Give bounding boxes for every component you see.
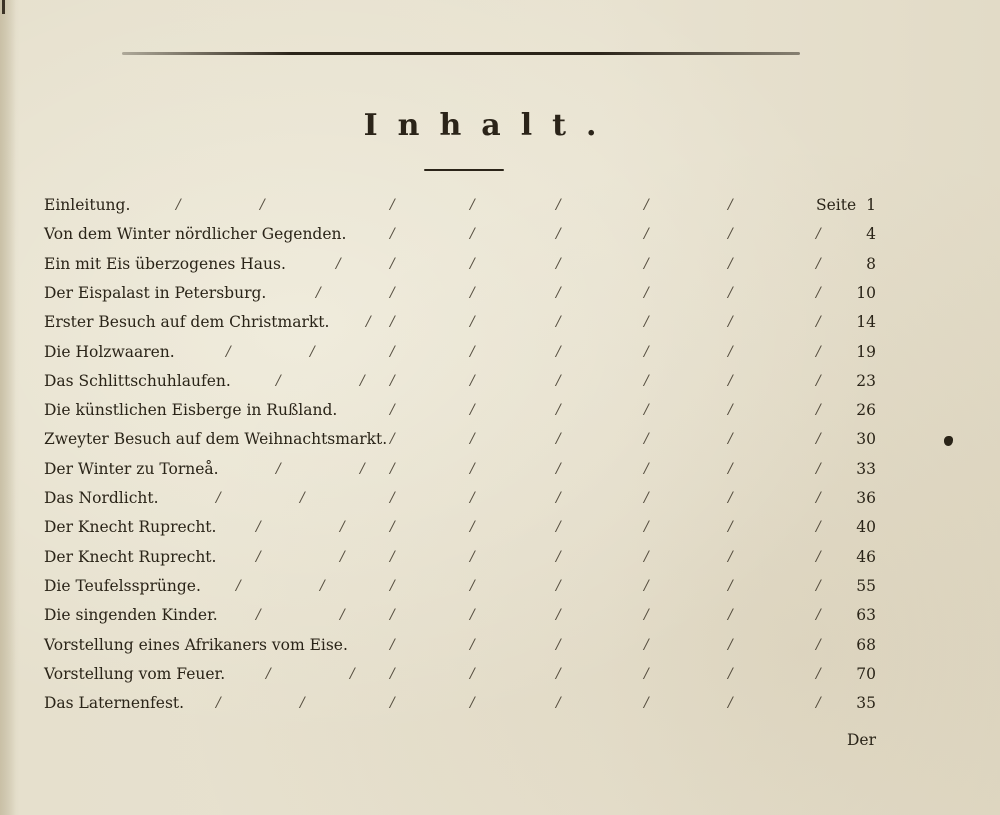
- toc-leader-mark: /: [556, 343, 561, 360]
- toc-leader-mark: /: [360, 372, 365, 389]
- toc-row: [0, 489, 1000, 518]
- toc-leader-mark: /: [470, 607, 475, 624]
- toc-entry-title: Der Knecht Ruprecht.: [44, 518, 217, 537]
- toc-leader-mark: /: [644, 343, 649, 360]
- toc-leader-mark: /: [216, 695, 221, 712]
- toc-leader-mark: /: [470, 577, 475, 594]
- toc-leader-mark: /: [816, 636, 821, 653]
- toc-page-number: 46: [856, 547, 876, 566]
- toc-leader-mark: /: [644, 402, 649, 419]
- toc-leader-mark: /: [816, 695, 821, 712]
- toc-leader-mark: /: [556, 372, 561, 389]
- toc-row: [0, 606, 1000, 635]
- toc-entry-title: Das Schlittschuhlaufen.: [44, 371, 231, 390]
- toc-leader-mark: /: [816, 548, 821, 565]
- toc-leader-mark: /: [556, 665, 561, 682]
- toc-entry-title: Der Eispalast in Petersburg.: [44, 283, 267, 302]
- toc-leader-mark: /: [644, 255, 649, 272]
- toc-row: [0, 548, 1000, 577]
- toc-page-number: 1: [866, 196, 876, 214]
- toc-leader-mark: /: [728, 343, 733, 360]
- toc-entry-title: Die Teufelssprünge.: [44, 576, 201, 595]
- toc-row: [0, 577, 1000, 606]
- toc-leader-mark: /: [556, 197, 561, 213]
- top-rule: [122, 52, 800, 55]
- toc-leader-mark: /: [470, 636, 475, 653]
- toc-leader-mark: /: [644, 197, 649, 213]
- toc-leader-mark: /: [276, 372, 281, 389]
- toc-leader-mark: /: [728, 460, 733, 477]
- toc-leader-mark: /: [644, 460, 649, 477]
- toc-leader-mark: /: [644, 372, 649, 389]
- toc-leader-mark: /: [728, 577, 733, 594]
- toc-leader-mark: /: [470, 255, 475, 272]
- toc-entry-title: Vorstellung eines Afrikaners vom Eise.: [44, 635, 348, 654]
- toc-leader-mark: /: [728, 519, 733, 536]
- toc-leader-mark: /: [390, 314, 395, 331]
- toc-leader-mark: /: [340, 519, 345, 536]
- toc-page-number: 26: [856, 401, 876, 420]
- toc-leader-mark: /: [556, 695, 561, 712]
- toc-page-number: 55: [856, 576, 876, 595]
- toc-page-number: 35: [856, 694, 876, 713]
- toc-leader-mark: /: [728, 636, 733, 653]
- toc-leader-mark: /: [390, 490, 395, 506]
- toc-leader-mark: /: [470, 519, 475, 536]
- toc-leader-mark: /: [644, 284, 649, 301]
- toc-leader-mark: /: [470, 548, 475, 565]
- toc-leader-mark: /: [256, 519, 261, 536]
- toc-entry-title: Der Winter zu Torneå.: [44, 459, 219, 478]
- toc-leader-mark: /: [300, 490, 305, 506]
- toc-leader-mark: /: [556, 255, 561, 272]
- toc-leader-mark: /: [470, 460, 475, 477]
- toc-leader-mark: /: [728, 695, 733, 712]
- toc-entry-title: Zweyter Besuch auf dem Weihnachtsmarkt.: [44, 430, 388, 449]
- toc-entry-title: Die singenden Kinder.: [44, 606, 218, 625]
- toc-entry-title: Vorstellung vom Feuer.: [44, 664, 226, 683]
- toc-leader-mark: /: [644, 607, 649, 624]
- toc-page-number: 4: [866, 225, 876, 244]
- toc-page-number: 23: [856, 371, 876, 390]
- toc-leader-mark: /: [644, 431, 649, 448]
- toc-page-number: 70: [856, 664, 876, 683]
- toc-row: [0, 401, 1000, 430]
- toc-leader-mark: /: [816, 372, 821, 389]
- toc-leader-mark: /: [256, 548, 261, 565]
- toc-leader-mark: /: [728, 548, 733, 565]
- spine-ink-mark: [2, 0, 5, 14]
- toc-row: [0, 430, 1000, 459]
- toc-row: [0, 225, 1000, 254]
- toc-leader-mark: /: [390, 519, 395, 536]
- toc-leader-mark: /: [816, 314, 821, 331]
- toc-page-number: 14: [856, 313, 876, 332]
- toc-leader-mark: /: [350, 665, 355, 682]
- toc-leader-mark: /: [470, 226, 475, 243]
- toc-entry-title: Erster Besuch auf dem Christmarkt.: [44, 313, 330, 332]
- toc-leader-mark: /: [816, 343, 821, 360]
- toc-leader-mark: /: [236, 577, 241, 594]
- toc-leader-mark: /: [390, 284, 395, 301]
- toc-leader-mark: /: [470, 197, 475, 213]
- toc-page-number: 36: [856, 489, 876, 507]
- toc-leader-mark: /: [644, 548, 649, 565]
- toc-leader-mark: /: [816, 226, 821, 243]
- toc-leader-mark: /: [644, 665, 649, 682]
- toc-leader-mark: /: [556, 402, 561, 419]
- toc-leader-mark: /: [816, 665, 821, 682]
- toc-leader-mark: /: [336, 255, 341, 272]
- toc-leader-mark: /: [728, 607, 733, 624]
- toc-leader-mark: /: [390, 636, 395, 653]
- toc-row: [0, 372, 1000, 401]
- toc-row: [0, 255, 1000, 284]
- toc-page-number: 10: [856, 283, 876, 302]
- toc-leader-mark: /: [390, 577, 395, 594]
- toc-leader-mark: /: [470, 490, 475, 506]
- toc-leader-mark: /: [470, 343, 475, 360]
- toc-leader-mark: /: [470, 431, 475, 448]
- toc-leader-mark: /: [316, 284, 321, 301]
- toc-leader-mark: /: [390, 402, 395, 419]
- toc-leader-mark: /: [470, 284, 475, 301]
- toc-leader-mark: /: [320, 577, 325, 594]
- toc-leader-mark: /: [728, 226, 733, 243]
- toc-leader-mark: /: [390, 460, 395, 477]
- toc-page-number: 19: [856, 342, 876, 361]
- toc-leader-mark: /: [816, 490, 821, 506]
- toc-leader-mark: /: [728, 490, 733, 506]
- toc-page-number: 33: [856, 459, 876, 478]
- toc-leader-mark: /: [276, 460, 281, 477]
- toc-entry-title: Einleitung.: [44, 196, 131, 214]
- catchword: Der: [846, 731, 876, 749]
- toc-leader-mark: /: [644, 695, 649, 712]
- title-rule: [424, 169, 504, 171]
- toc-leader-mark: /: [390, 431, 395, 448]
- toc-leader-mark: /: [728, 372, 733, 389]
- toc-leader-mark: /: [390, 372, 395, 389]
- toc-leader-mark: /: [470, 665, 475, 682]
- toc-page-number: 8: [866, 254, 876, 273]
- toc-leader-mark: /: [556, 636, 561, 653]
- toc-leader-mark: /: [644, 577, 649, 594]
- toc-leader-mark: /: [556, 284, 561, 301]
- toc-leader-mark: /: [176, 197, 181, 213]
- toc-page-number: 30: [856, 430, 876, 449]
- toc-row: [0, 665, 1000, 694]
- toc-entry-title: Die künstlichen Eisberge in Rußland.: [44, 401, 338, 420]
- toc-page-number: 40: [856, 518, 876, 537]
- toc-leader-mark: /: [390, 607, 395, 624]
- toc-leader-mark: /: [728, 431, 733, 448]
- page-title: Inhalt.: [363, 108, 617, 143]
- toc-leader-mark: /: [340, 607, 345, 624]
- toc-leader-mark: /: [644, 490, 649, 506]
- toc-entry-title: Das Nordlicht.: [44, 489, 159, 507]
- toc-leader-mark: /: [728, 665, 733, 682]
- toc-leader-mark: /: [390, 226, 395, 243]
- toc-entry-title: Von dem Winter nördlicher Gegenden.: [44, 225, 347, 244]
- toc-leader-mark: /: [556, 490, 561, 506]
- toc-leader-mark: /: [728, 314, 733, 331]
- toc-leader-mark: /: [556, 519, 561, 536]
- toc-leader-mark: /: [816, 284, 821, 301]
- toc-row: [0, 460, 1000, 489]
- toc-leader-mark: /: [390, 695, 395, 712]
- toc-leader-mark: /: [556, 314, 561, 331]
- toc-leader-mark: /: [256, 607, 261, 624]
- toc-leader-mark: /: [470, 314, 475, 331]
- toc-row: [0, 196, 1000, 225]
- toc-leader-mark: /: [310, 343, 315, 360]
- toc-leader-mark: /: [816, 607, 821, 624]
- toc-leader-mark: /: [470, 372, 475, 389]
- toc-row: [0, 636, 1000, 665]
- toc-leader-mark: /: [390, 255, 395, 272]
- toc-leader-mark: /: [644, 314, 649, 331]
- toc-leader-mark: /: [390, 548, 395, 565]
- toc-leader-mark: /: [728, 402, 733, 419]
- toc-leader-mark: /: [390, 343, 395, 360]
- toc-entry-title: Der Knecht Ruprecht.: [44, 547, 217, 566]
- toc-leader-mark: /: [556, 431, 561, 448]
- toc-page-number: 63: [856, 606, 876, 625]
- toc-entry-title: Ein mit Eis überzogenes Haus.: [44, 254, 286, 273]
- toc-row: [0, 518, 1000, 547]
- toc-entry-title: Die Holzwaaren.: [44, 342, 175, 361]
- toc-leader-mark: /: [216, 490, 221, 506]
- toc-leader-mark: /: [340, 548, 345, 565]
- toc-leader-mark: /: [470, 695, 475, 712]
- toc-row: [0, 313, 1000, 342]
- toc-leader-mark: /: [644, 226, 649, 243]
- toc-leader-mark: /: [816, 402, 821, 419]
- toc-row: [0, 694, 1000, 723]
- toc-leader-mark: /: [556, 226, 561, 243]
- toc-leader-mark: /: [390, 665, 395, 682]
- toc-leader-mark: /: [556, 607, 561, 624]
- toc-leader-mark: /: [816, 431, 821, 448]
- toc-leader-mark: /: [556, 577, 561, 594]
- toc-leader-mark: /: [644, 636, 649, 653]
- toc-leader-mark: /: [556, 548, 561, 565]
- toc-leader-mark: /: [470, 402, 475, 419]
- toc-leader-mark: /: [644, 519, 649, 536]
- toc-leader-mark: /: [360, 460, 365, 477]
- toc-leader-mark: /: [366, 314, 371, 331]
- toc-leader-mark: /: [816, 255, 821, 272]
- toc-leader-mark: /: [390, 197, 395, 213]
- toc-leader-mark: /: [728, 197, 733, 213]
- toc-page-number: 68: [856, 635, 876, 654]
- toc-entry-title: Das Laternenfest.: [44, 694, 185, 713]
- seite-label: Seite: [816, 196, 857, 214]
- toc-leader-mark: /: [266, 665, 271, 682]
- toc-leader-mark: /: [226, 343, 231, 360]
- toc-leader-mark: /: [816, 519, 821, 536]
- toc-leader-mark: /: [728, 284, 733, 301]
- toc-leader-mark: /: [728, 255, 733, 272]
- toc-leader-mark: /: [300, 695, 305, 712]
- toc-leader-mark: /: [260, 197, 265, 213]
- toc-row: [0, 343, 1000, 372]
- toc-leader-mark: /: [556, 460, 561, 477]
- toc-row: [0, 284, 1000, 313]
- toc-leader-mark: /: [816, 577, 821, 594]
- toc-leader-mark: /: [816, 460, 821, 477]
